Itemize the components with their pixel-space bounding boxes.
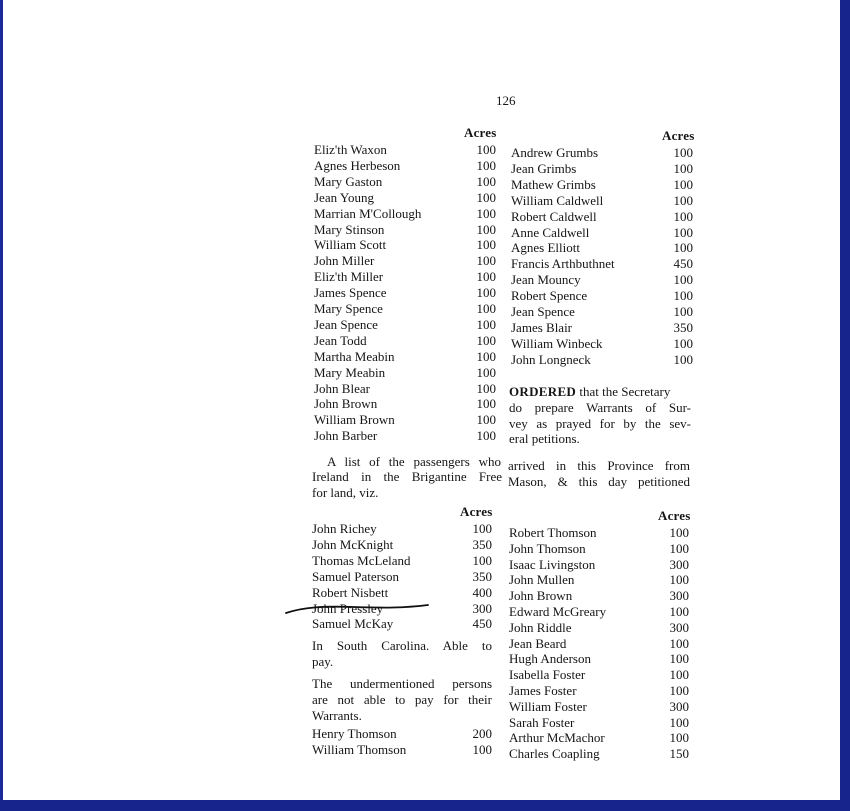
person-name: Anne Caldwell [511, 224, 590, 240]
person-name: John Longneck [511, 351, 591, 367]
acres-value: 100 [476, 316, 496, 332]
person-name: Edward McGreary [509, 604, 607, 619]
ordered-line-1-rest: that the Secretary [579, 384, 671, 399]
person-name: Henry Thomson [312, 726, 397, 741]
list-item [312, 742, 492, 758]
list-item [314, 365, 496, 381]
acres-value: 100 [472, 521, 492, 536]
acres-value: 100 [673, 176, 693, 192]
list-item [509, 572, 689, 588]
list-item [314, 222, 496, 238]
acres-value: 100 [673, 240, 693, 256]
acres-header-left-1: Acres [464, 125, 497, 140]
acres-value: 100 [673, 208, 693, 224]
acres-value: 300 [669, 588, 689, 604]
list-item [509, 683, 689, 699]
list-item [511, 177, 693, 193]
person-name: John Barber [314, 428, 378, 444]
acres-value: 350 [673, 319, 693, 335]
page-shadow-bottom [0, 800, 850, 811]
person-name: John Thomson [509, 540, 586, 556]
acres-value: 100 [476, 301, 496, 316]
person-name: Mary Meabin [314, 364, 386, 380]
list-item [314, 206, 496, 222]
acres-value: 100 [472, 552, 492, 568]
list-item [312, 726, 492, 742]
acres-value: 300 [472, 600, 492, 616]
person-name: Hugh Anderson [509, 651, 591, 667]
person-name: Isabella Foster [509, 667, 586, 683]
person-name: Isaac Livingston [509, 556, 596, 572]
intro-line-2-left: Ireland in the Brigantine Free [312, 469, 502, 484]
list-item [511, 336, 693, 352]
person-name: William Caldwell [511, 192, 604, 208]
person-name: Robert Caldwell [511, 208, 597, 224]
list-item [511, 193, 693, 209]
person-name: John Pressley [312, 600, 384, 616]
list-item [509, 730, 689, 746]
page-shadow-right [840, 0, 850, 811]
person-name: James Foster [509, 683, 577, 698]
person-name: Jean Grimbs [511, 160, 577, 176]
person-name: James Blair [511, 319, 573, 335]
list-item [314, 317, 496, 333]
ordered-line-2: do prepare Warrants of Sur- [509, 400, 691, 415]
acres-value: 100 [673, 335, 693, 351]
person-name: Mary Stinson [314, 221, 385, 237]
list-item [509, 541, 689, 557]
acres-value: 100 [669, 651, 689, 667]
ordered-word: ORDERED [509, 384, 577, 399]
person-name: Marrian M'Collough [314, 205, 422, 221]
list-item [509, 620, 689, 636]
ordered-line-3: vey as prayed for by the sev- [509, 416, 691, 431]
south-carolina-line-1: In South Carolina. Able to [312, 638, 492, 653]
person-name: Eliz'th Waxon [314, 142, 387, 157]
list-item [312, 521, 492, 537]
person-name: Samuel Paterson [312, 568, 400, 584]
list-item [511, 272, 693, 288]
person-name: Samuel McKay [312, 616, 394, 632]
list-item [314, 333, 496, 349]
list-item [509, 746, 689, 762]
list-item [511, 161, 693, 177]
list-item [312, 553, 492, 569]
acres-value: 100 [669, 667, 689, 683]
acres-value: 100 [476, 189, 496, 205]
person-name: William Scott [314, 237, 387, 253]
acres-value: 100 [673, 272, 693, 288]
list-item [312, 537, 492, 553]
acres-value: 200 [472, 726, 492, 741]
person-name: Agnes Elliott [511, 240, 580, 256]
person-name: Jean Spence [511, 304, 575, 319]
acres-value: 300 [669, 619, 689, 635]
person-name: Robert Nisbett [312, 584, 389, 600]
list-item [314, 301, 496, 317]
person-name: Jean Todd [314, 332, 367, 348]
acres-value: 100 [669, 525, 689, 540]
person-name: William Winbeck [511, 335, 603, 351]
intro-line-1-right: arrived in this Province from [508, 458, 690, 473]
acres-value: 100 [669, 635, 689, 651]
list-item [314, 412, 496, 428]
person-name: Sarah Foster [509, 714, 575, 730]
acres-header-left-2: Acres [460, 504, 493, 519]
person-name: Martha Meabin [314, 348, 395, 364]
acres-value: 100 [476, 412, 496, 428]
list-item [314, 269, 496, 285]
list-item [509, 588, 689, 604]
person-name: Andrew Grumbs [511, 145, 599, 160]
acres-value: 100 [673, 288, 693, 304]
acres-value: 100 [476, 285, 496, 301]
person-name: John Mullen [509, 572, 575, 588]
person-name: Jean Spence [314, 316, 378, 332]
acres-value: 100 [673, 304, 693, 319]
acres-value: 100 [673, 160, 693, 176]
acres-value: 100 [476, 142, 496, 157]
list-item [314, 190, 496, 206]
intro-line-1-left: A list of the passengers who [327, 454, 501, 469]
person-name: William Thomson [312, 742, 407, 757]
undermentioned-line-2: are not able to pay for their [312, 692, 492, 707]
person-name: John Riddle [509, 619, 572, 635]
acres-value: 100 [476, 364, 496, 380]
list-item [511, 225, 693, 241]
list-item [314, 428, 496, 444]
acres-value: 100 [669, 604, 689, 619]
list-item [509, 715, 689, 731]
list-item [314, 174, 496, 190]
list-item [314, 381, 496, 397]
list-item [511, 256, 693, 272]
acres-value: 100 [476, 428, 496, 444]
list-item [511, 320, 693, 336]
intro-line-3: for land, viz. [312, 485, 379, 500]
person-name: William Foster [509, 698, 587, 714]
person-name: Robert Spence [511, 288, 588, 304]
acres-value: 400 [472, 584, 492, 600]
person-name: Jean Beard [509, 635, 567, 651]
page-number: 126 [496, 93, 516, 108]
acres-value: 350 [472, 536, 492, 552]
list-item [312, 585, 492, 601]
person-name: John McKnight [312, 536, 394, 552]
list-item [511, 304, 693, 320]
person-name: Arthur McMachor [509, 730, 605, 746]
list-item [511, 145, 693, 161]
list-item [509, 699, 689, 715]
acres-value: 100 [476, 173, 496, 189]
acres-value: 100 [673, 224, 693, 240]
south-carolina-line-2: pay. [312, 654, 334, 669]
list-item [314, 253, 496, 269]
acres-value: 100 [669, 683, 689, 698]
acres-value: 100 [476, 396, 496, 412]
acres-header-right-1: Acres [662, 128, 695, 143]
acres-value: 100 [673, 351, 693, 367]
acres-value: 100 [673, 145, 693, 160]
person-name: John Richey [312, 521, 377, 536]
person-name: Francis Arthbuthnet [511, 256, 615, 272]
list-item [511, 209, 693, 225]
acres-value: 300 [669, 556, 689, 572]
undermentioned-line-3: Warrants. [312, 708, 362, 723]
list-item [314, 349, 496, 365]
list-item [509, 525, 689, 541]
person-name: Mathew Grimbs [511, 176, 596, 192]
person-name: James Spence [314, 285, 387, 301]
person-name: John Miller [314, 253, 375, 269]
acres-value: 100 [476, 205, 496, 221]
acres-value: 100 [472, 742, 492, 757]
acres-value: 150 [669, 746, 689, 762]
person-name: Mary Spence [314, 301, 383, 316]
person-name: William Brown [314, 412, 395, 428]
acres-value: 100 [476, 157, 496, 173]
acres-value: 100 [673, 192, 693, 208]
acres-value: 100 [476, 269, 496, 285]
list-item [509, 651, 689, 667]
list-item [511, 240, 693, 256]
person-name: Mary Gaston [314, 173, 383, 189]
list-item [314, 396, 496, 412]
acres-header-right-2: Acres [658, 508, 691, 523]
list-item [314, 142, 496, 158]
person-name: Agnes Herbeson [314, 157, 401, 173]
intro-line-2-right: Mason, & this day petitioned [508, 474, 690, 489]
list-item [509, 604, 689, 620]
person-name: Charles Coapling [509, 746, 600, 762]
person-name: Jean Mouncy [511, 272, 581, 288]
person-name: Jean Young [314, 189, 374, 205]
ordered-line-4: eral petitions. [509, 431, 580, 446]
acres-value: 100 [669, 540, 689, 556]
person-name: John Brown [314, 396, 378, 412]
acres-value: 100 [669, 714, 689, 730]
acres-value: 100 [476, 332, 496, 348]
list-item [312, 616, 492, 632]
acres-value: 100 [669, 572, 689, 588]
person-name: Robert Thomson [509, 525, 597, 540]
acres-value: 100 [476, 237, 496, 253]
acres-value: 450 [472, 616, 492, 632]
list-item [509, 636, 689, 652]
person-name: John Blear [314, 380, 370, 396]
acres-value: 100 [476, 221, 496, 237]
undermentioned-line-1: The undermentioned persons [312, 676, 492, 691]
acres-value: 100 [476, 380, 496, 396]
list-item [509, 667, 689, 683]
handwritten-underline [284, 602, 430, 616]
list-item [509, 557, 689, 573]
person-name: Thomas McLeland [312, 552, 411, 568]
acres-value: 100 [476, 348, 496, 364]
list-item [314, 285, 496, 301]
acres-value: 100 [669, 730, 689, 746]
person-name: John Brown [509, 588, 573, 604]
ordered-line-1 [509, 384, 691, 400]
acres-value: 350 [472, 568, 492, 584]
list-item [314, 158, 496, 174]
list-item [511, 288, 693, 304]
acres-value: 100 [476, 253, 496, 269]
acres-value: 450 [673, 256, 693, 272]
acres-value: 300 [669, 698, 689, 714]
list-item [511, 352, 693, 368]
list-item [314, 237, 496, 253]
list-item [312, 569, 492, 585]
person-name: Eliz'th Miller [314, 269, 384, 285]
